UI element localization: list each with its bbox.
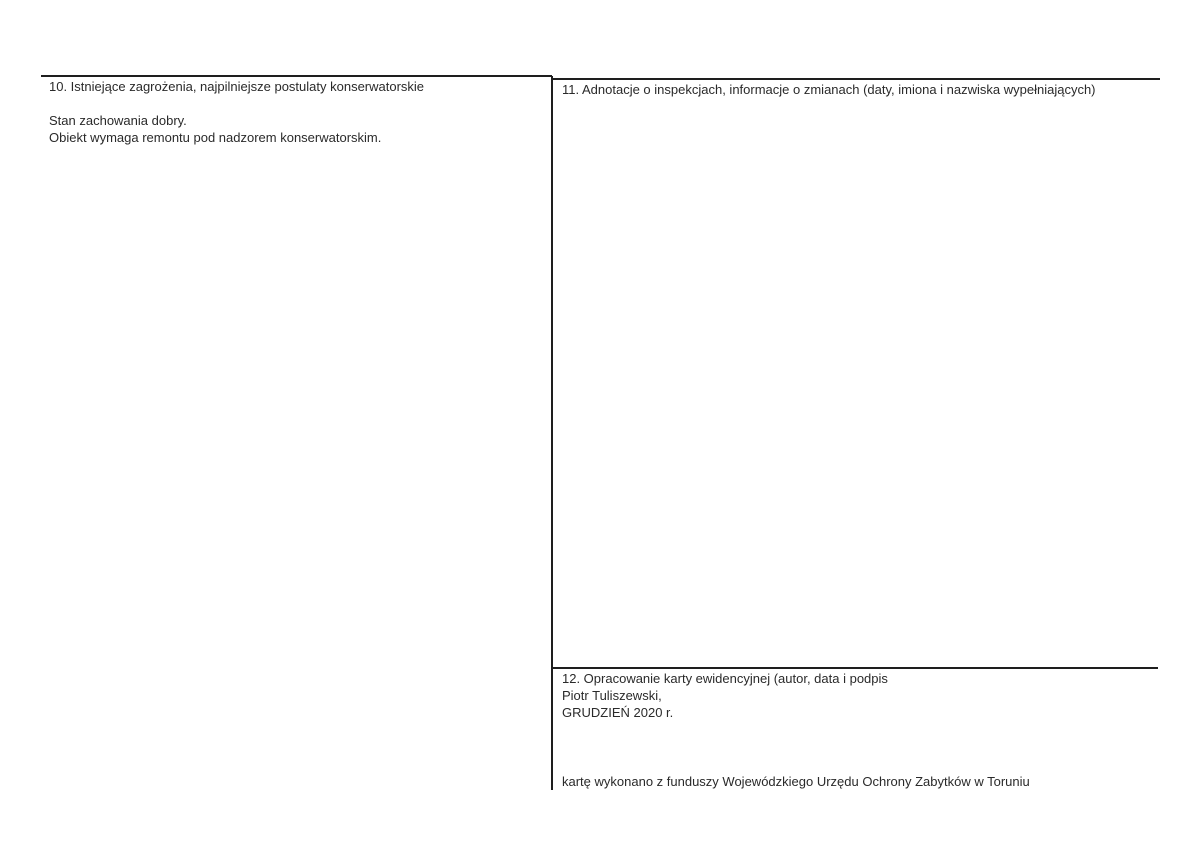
section-10-postulate-text: Obiekt wymaga remontu pod nadzorem konserwatorskim.	[49, 130, 382, 145]
section-11-top-rule	[552, 78, 1160, 80]
section-11-heading: 11. Adnotacje o inspekcjach, informacje o zmianach (daty, imiona i nazwiska wypełniających)	[562, 82, 1096, 97]
section-12-top-rule	[552, 667, 1158, 669]
section-12-heading: 12. Opracowanie karty ewidencyjnej (autor, data i podpis	[562, 671, 888, 686]
section-12-date: GRUDZIEŃ 2020 r.	[562, 705, 674, 720]
section-10-condition-text: Stan zachowania dobry.	[49, 113, 187, 128]
section-10-heading: 10. Istniejące zagrożenia, najpilniejsze postulaty konserwatorskie	[49, 79, 425, 94]
section-10-top-rule	[41, 75, 552, 77]
section-12-funding-note: kartę wykonano z funduszy Wojewódzkiego Urzędu Ochrony Zabytków w Toruniu	[562, 774, 1030, 789]
section-12-author: Piotr Tuliszewski,	[562, 688, 662, 703]
column-divider	[551, 76, 553, 790]
